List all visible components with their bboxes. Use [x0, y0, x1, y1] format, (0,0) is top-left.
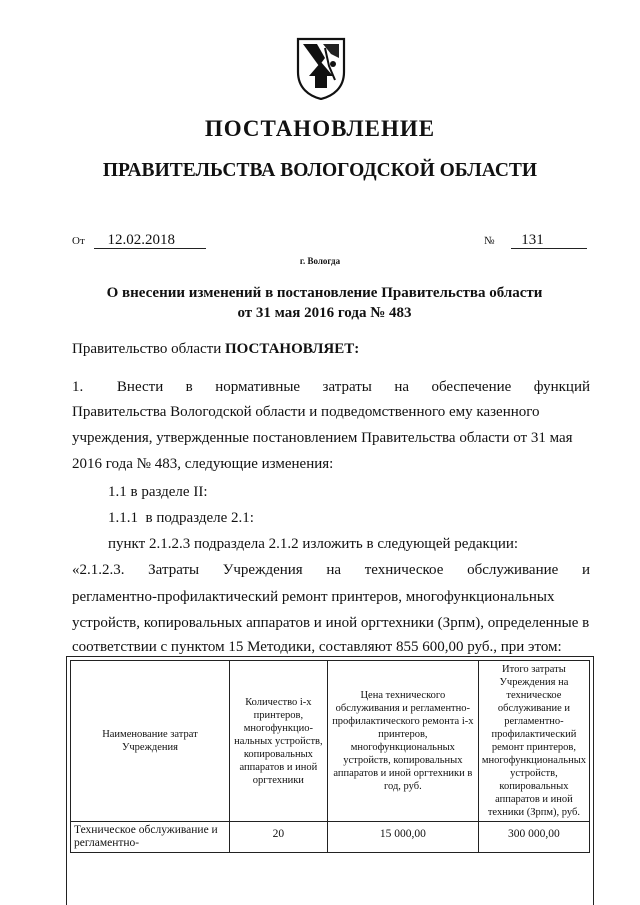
item-point: пункт 2.1.2.3 подраздела 2.1.2 изложить в следующей редакции: [108, 536, 519, 552]
paragraph-1-line-3: учреждения, утвержденные постановлением Правительства области от 31 мая [72, 430, 573, 446]
number-label: № [484, 235, 495, 247]
costs-table [70, 660, 590, 853]
document-number: 131 [511, 232, 587, 249]
decree-keyword: ПОСТАНОВЛЯЕТ: [224, 341, 360, 357]
date-label: От [72, 235, 85, 247]
item-1-1: 1.1 в разделе II: [108, 484, 208, 500]
row-cost-name: Техническое обслуживание и регламентно- [71, 822, 230, 853]
row-total: 300 000,00 [478, 822, 589, 853]
subject-line-1: О внесении изменений в постановление Правительства области [106, 285, 543, 301]
row-price: 15 000,00 [327, 822, 478, 853]
header-cost-name: Наименование затрат Учреждения [71, 661, 230, 822]
document-title: ПОСТАНОВЛЕНИЕ [204, 116, 436, 141]
paragraph-1-line-1: 1. Внести в нормативные затраты на обеспечение функций [72, 379, 590, 395]
subject-line-2: от 31 мая 2016 года № 483 [237, 305, 412, 321]
item-1-1-1: 1.1.1 в подразделе 2.1: [108, 510, 254, 526]
table-row [71, 822, 590, 853]
quoted-line-1: «2.1.2.3. Затраты Учреждения на техническое обслуживание и [72, 562, 590, 578]
date-line [72, 232, 206, 249]
row-quantity: 20 [229, 822, 327, 853]
header-price: Цена технического обслуживания и регламентно-профилактического ремонта i-х принтеров, многофункциональных устройств, копировальных аппаратов и иной оргтехники в год, руб. [327, 661, 478, 822]
document-subject [72, 283, 577, 323]
decree-statement [72, 341, 359, 358]
vologda-coat-of-arms-icon [295, 36, 347, 100]
number-line [484, 232, 587, 249]
quoted-line-2: регламентно-профилактический ремонт принтеров, многофункциональных [72, 589, 555, 605]
document-date: 12.02.2018 [94, 232, 206, 249]
quoted-line-4: соответствии с пунктом 15 Методики, составляют 855 600,00 руб., при этом: [72, 639, 562, 655]
quoted-line-3: устройств, копировальных аппаратов и иной оргтехники (Зрпм), определенные в [72, 615, 590, 631]
decree-prefix: Правительство области [72, 341, 225, 357]
issuing-authority: ПРАВИТЕЛЬСТВА ВОЛОГОДСКОЙ ОБЛАСТИ [102, 160, 538, 181]
city: г. Вологда [299, 256, 341, 266]
paragraph-1-line-4: 2016 года № 483, следующие изменения: [72, 456, 334, 472]
table-header-row [71, 661, 590, 822]
paragraph-1-line-2: Правительства Вологодской области и подведомственного ему казенного [72, 404, 540, 420]
header-total: Итого затраты Учреждения на техническое обслуживание и регламентно-профилактический ремонт принтеров, многофункциональных устройств, копировальных аппаратов и иной техники (Зрпм), руб. [478, 661, 589, 822]
header-quantity: Количество i-х принтеров, многофункцио-нальных устройств, копировальных аппаратов и иной оргтехники [229, 661, 327, 822]
